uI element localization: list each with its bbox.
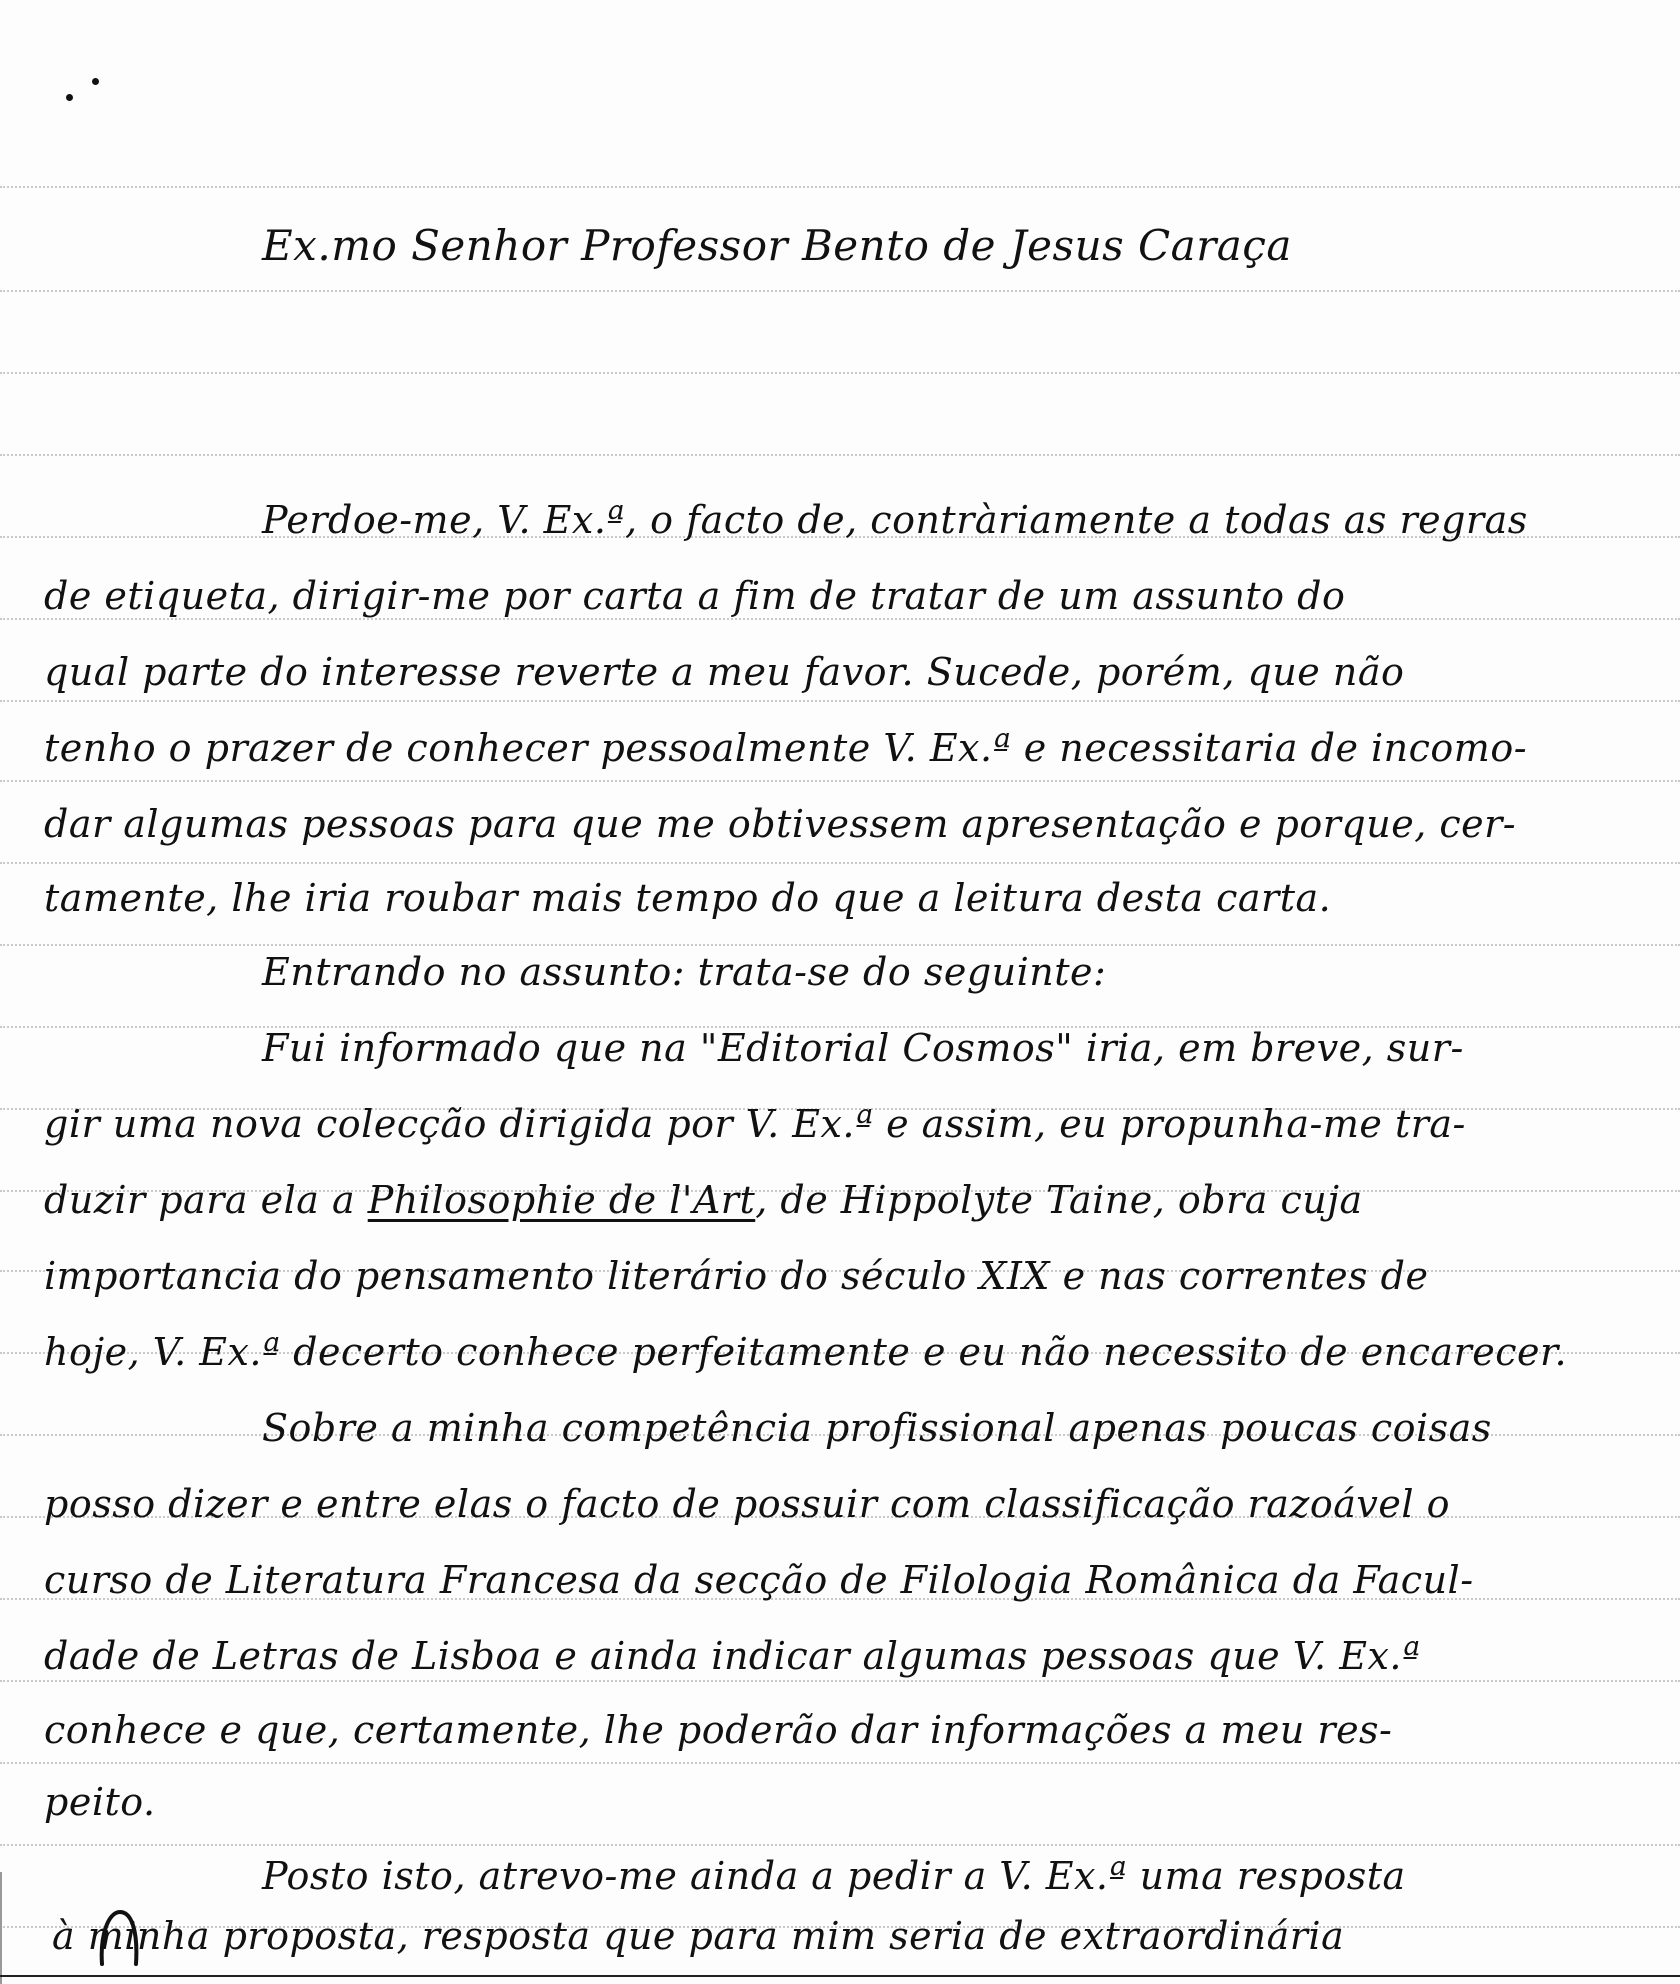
letter-line: gir uma nova colecção dirigida por V. Ex.ª e assim, eu propunha-me tra-: [44, 1102, 1466, 1146]
book-title: Philosophie de l'Art: [367, 1178, 756, 1222]
margin-mark: [0, 1872, 8, 1984]
letter-line: importancia do pensamento literário do século XIX e nas correntes de: [44, 1254, 1429, 1298]
letter-line: Perdoe-me, V. Ex.ª, o facto de, contràriamente a todas as regras: [262, 498, 1528, 542]
letter-line: peito.: [44, 1780, 156, 1824]
letter-line: tenho o prazer de conhecer pessoalmente V. Ex.ª e necessitaria de incomo-: [44, 726, 1528, 770]
letter-line: conhece e que, certamente, lhe poderão dar informações a meu res-: [44, 1708, 1393, 1752]
letter-line-text: , de Hippolyte Taine, obra cuja: [755, 1178, 1363, 1222]
letter-line: Sobre a minha competência profissional apenas poucas coisas: [262, 1406, 1492, 1450]
letter-line: tamente, lhe iria roubar mais tempo do que a leitura desta carta.: [44, 876, 1332, 920]
letter-line: dade de Letras de Lisboa e ainda indicar algumas pessoas que V. Ex.ª: [44, 1634, 1421, 1678]
flourish-icon: [96, 1906, 142, 1966]
letter-line-text: duzir para ela a: [44, 1178, 356, 1222]
letter-line: Entrando no assunto: trata-se do seguinte:: [262, 950, 1107, 994]
letter-line: curso de Literatura Francesa da secção de Filologia Românica da Facul-: [44, 1558, 1474, 1602]
letter-line: Fui informado que na "Editorial Cosmos" iria, em breve, sur-: [262, 1026, 1464, 1070]
letter-line: [44, 1176, 1363, 1224]
salutation: Ex.mo Senhor Professor Bento de Jesus Caraça: [262, 221, 1292, 270]
letter-line: à minha proposta, resposta que para mim seria de extraordinária: [52, 1914, 1345, 1958]
letter-line: dar algumas pessoas para que me obtivessem apresentação e porque, cer-: [44, 802, 1517, 846]
letter-line: hoje, V. Ex.ª decerto conhece perfeitamente e eu não necessito de encarecer.: [44, 1330, 1568, 1374]
letter-line: posso dizer e entre elas o facto de possuir com classificação razoável o: [44, 1482, 1450, 1526]
page-bottom-edge: [0, 1975, 1680, 1977]
letter-line: Posto isto, atrevo-me ainda a pedir a V. Ex.ª uma resposta: [262, 1854, 1406, 1898]
letter-line: de etiqueta, dirigir-me por carta a fim de tratar de um assunto do: [44, 574, 1346, 618]
letter-line: qual parte do interesse reverte a meu favor. Sucede, porém, que não: [44, 650, 1405, 694]
